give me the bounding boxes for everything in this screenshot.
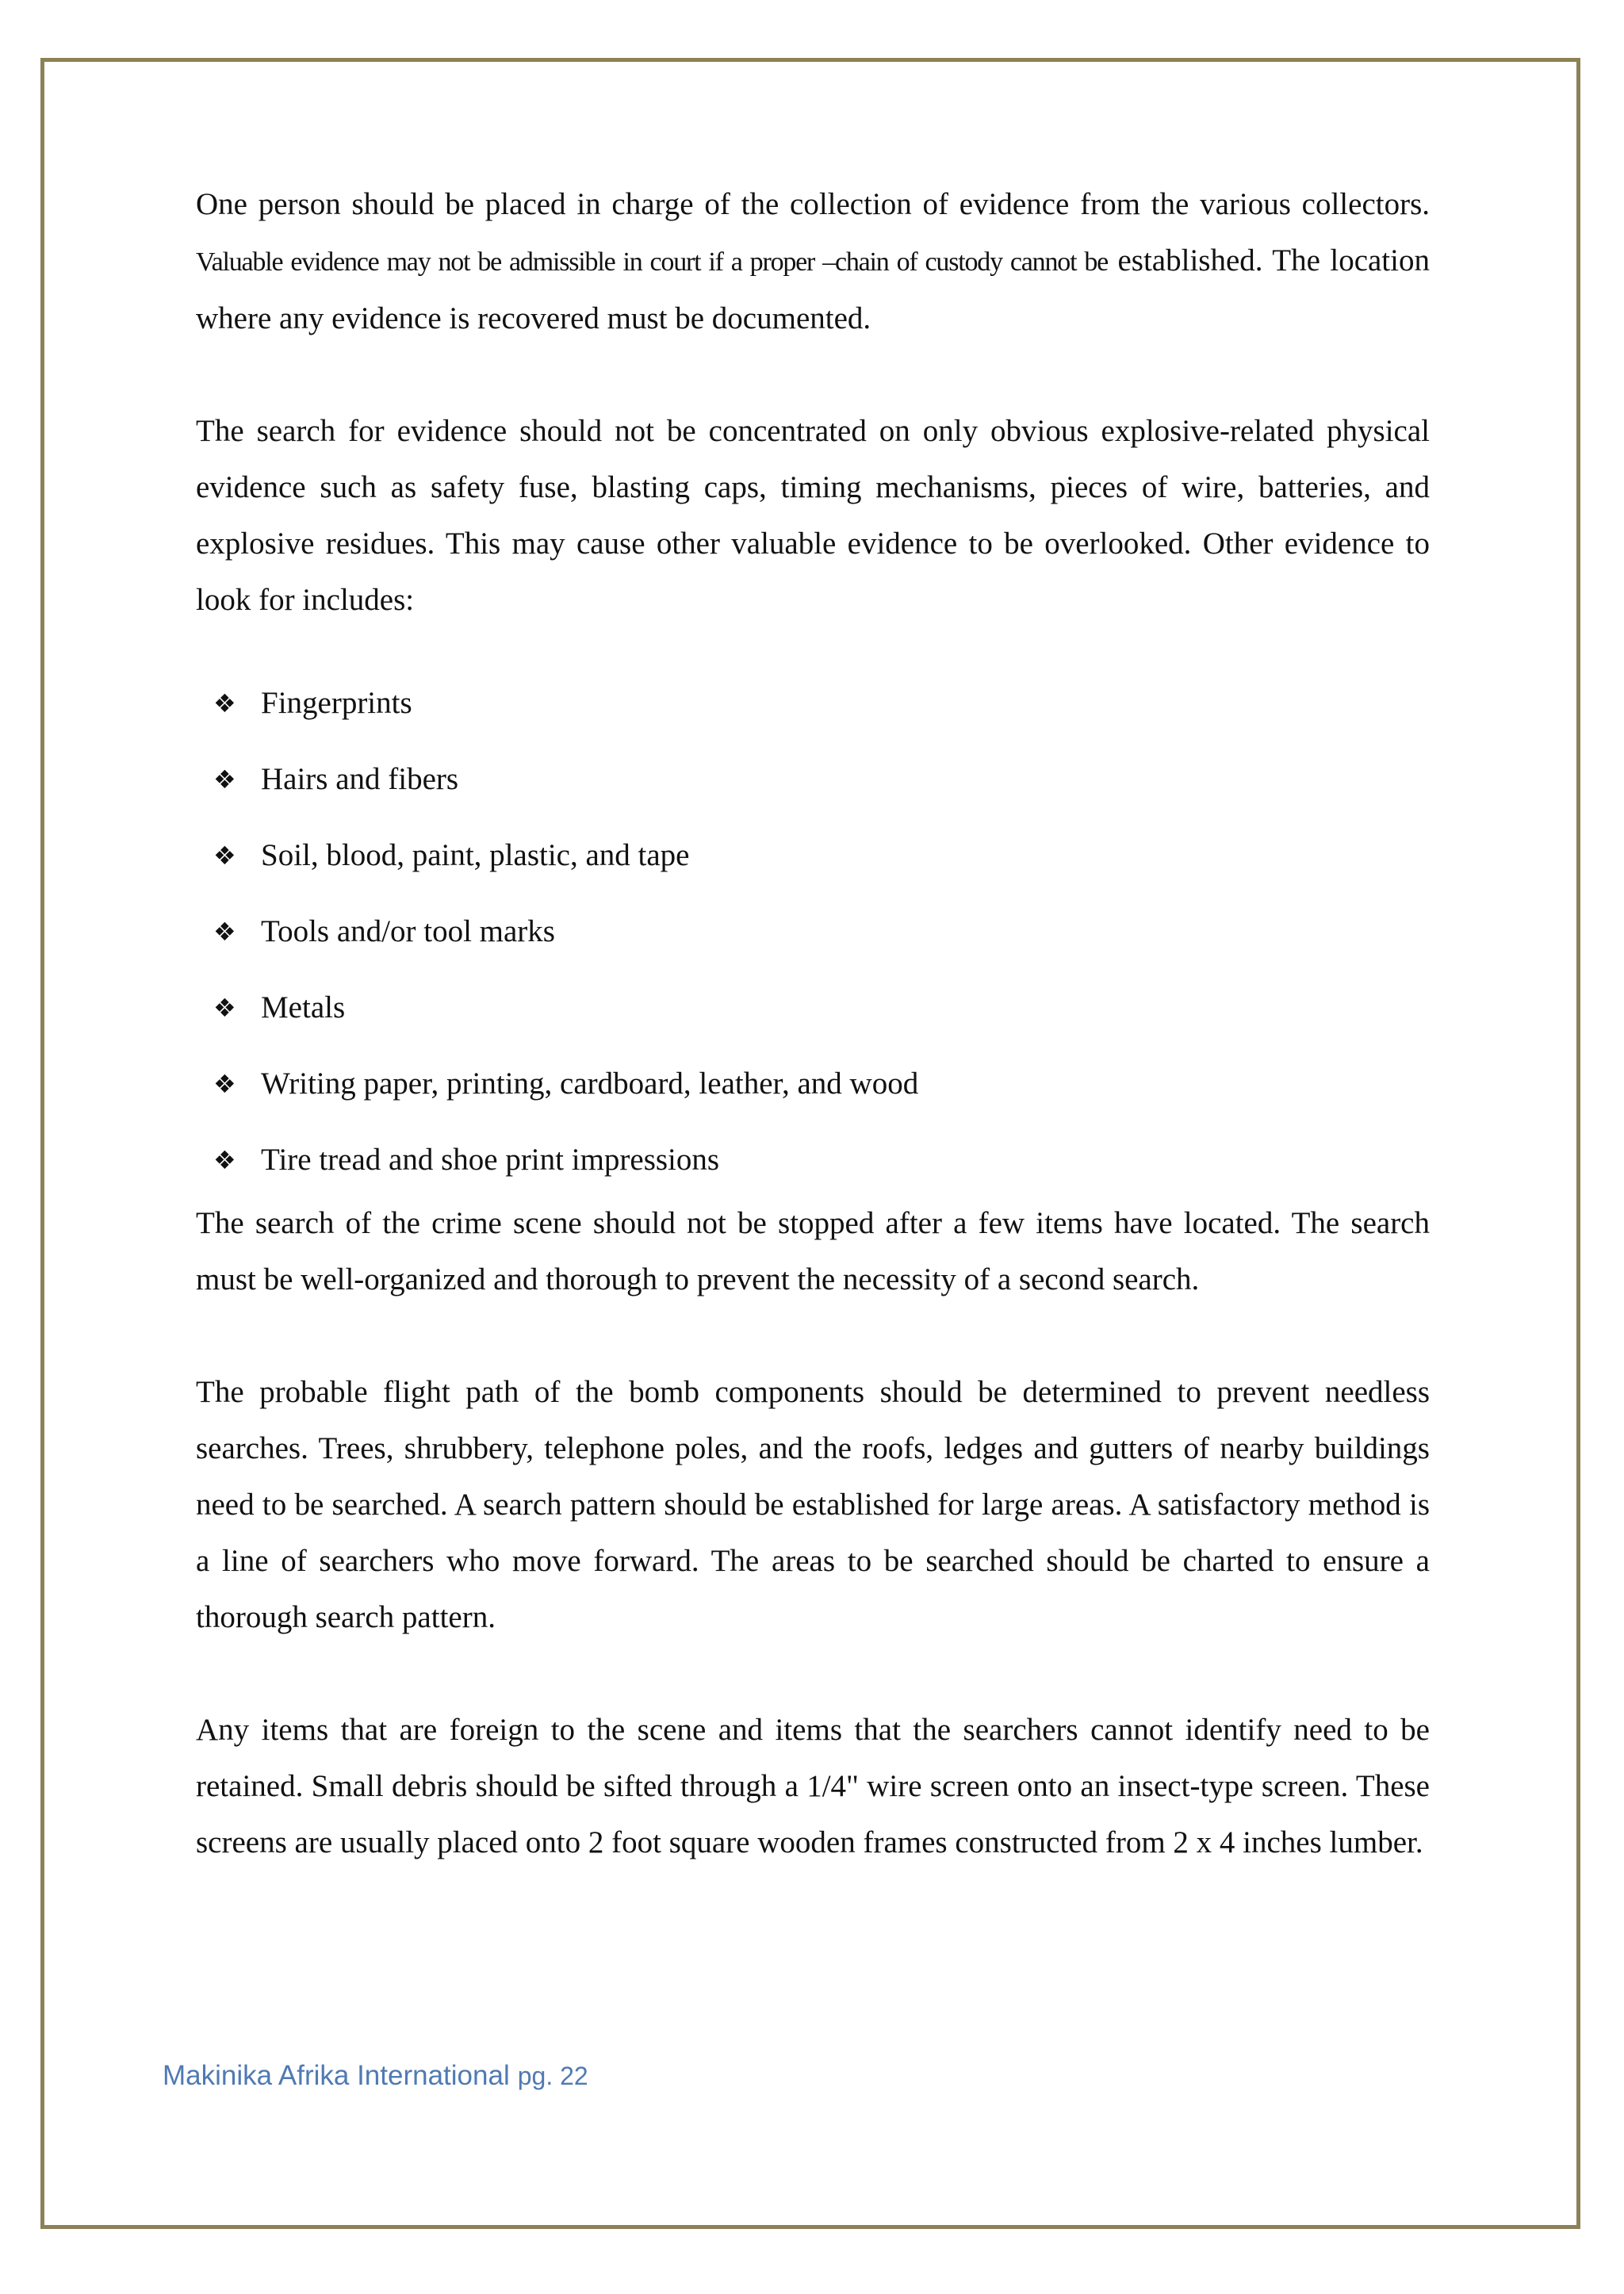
diamond-bullet-icon: ❖ <box>213 841 236 871</box>
list-item <box>196 1141 1430 1179</box>
list-item <box>196 913 1430 951</box>
paragraph-crime-scene-search: The search of the crime scene should not be stopped after a few items have located. The search must be well-organized and thorough to prevent the necessity of a second search. <box>196 1206 1430 1296</box>
list-item <box>196 1065 1430 1103</box>
list-item-label: Metals <box>261 990 346 1024</box>
diamond-bullet-icon: ❖ <box>213 993 236 1023</box>
paragraph-evidence-collection-end: established. The location where any evidence is recovered must be documented. <box>196 243 1430 335</box>
paragraph-evidence-collection-condensed: Valuable evidence may not be admissible in court if a proper –chain of custody cannot be <box>196 247 1109 277</box>
list-item <box>196 989 1430 1027</box>
list-item <box>196 760 1430 798</box>
document-body <box>196 176 1430 1871</box>
diamond-bullet-icon: ❖ <box>213 1069 236 1099</box>
list-item-label: Writing paper, printing, cardboard, leather, and wood <box>261 1067 919 1101</box>
list-item-label: Tools and/or tool marks <box>261 914 555 948</box>
list-item-label: Fingerprints <box>261 686 412 720</box>
page-footer <box>163 2060 588 2092</box>
list-item <box>196 684 1430 722</box>
footer-organization: Makinika Afrika International <box>163 2060 510 2091</box>
list-item-label: Soil, blood, paint, plastic, and tape <box>261 838 690 872</box>
diamond-bullet-icon: ❖ <box>213 688 236 718</box>
paragraph-evidence-collection <box>196 176 1430 347</box>
diamond-bullet-icon: ❖ <box>213 917 236 947</box>
paragraph-evidence-collection-start: One person should be placed in charge of the collection of evidence from the various collectors. <box>196 187 1430 221</box>
diamond-bullet-icon: ❖ <box>213 1145 236 1175</box>
list-item-label: Tire tread and shoe print impressions <box>261 1143 720 1177</box>
paragraph-search-scope: The search for evidence should not be concentrated on only obvious explosive-related physical evidence such as safety fuse, blasting caps, timing mechanisms, pieces of wire, batteries, and explosive residues. This may cause other valuable evidence to be overlooked. Other evidence to look for includes: <box>196 414 1430 617</box>
list-item <box>196 837 1430 875</box>
evidence-list <box>196 684 1430 1179</box>
paragraph-debris-screening: Any items that are foreign to the scene and items that the searchers cannot identify need to be retained. Small debris should be sifted through a 1/4" wire screen onto an insect-type screen. These screens are usually placed onto 2 foot square wooden frames constructed from 2 x 4 inches lumber. <box>196 1713 1430 1859</box>
footer-page-number: pg. 22 <box>517 2062 588 2090</box>
list-item-label: Hairs and fibers <box>261 762 459 796</box>
diamond-bullet-icon: ❖ <box>213 764 236 795</box>
paragraph-flight-path: The probable flight path of the bomb components should be determined to prevent needless searches. Trees, shrubbery, telephone poles, and the roofs, ledges and gutters of nearby buildings need to be searched. A search pattern should be established for large areas. A satisfactory method is a line of searchers who move forward. The areas to be searched should be charted to ensure a thorough search pattern. <box>196 1375 1430 1634</box>
